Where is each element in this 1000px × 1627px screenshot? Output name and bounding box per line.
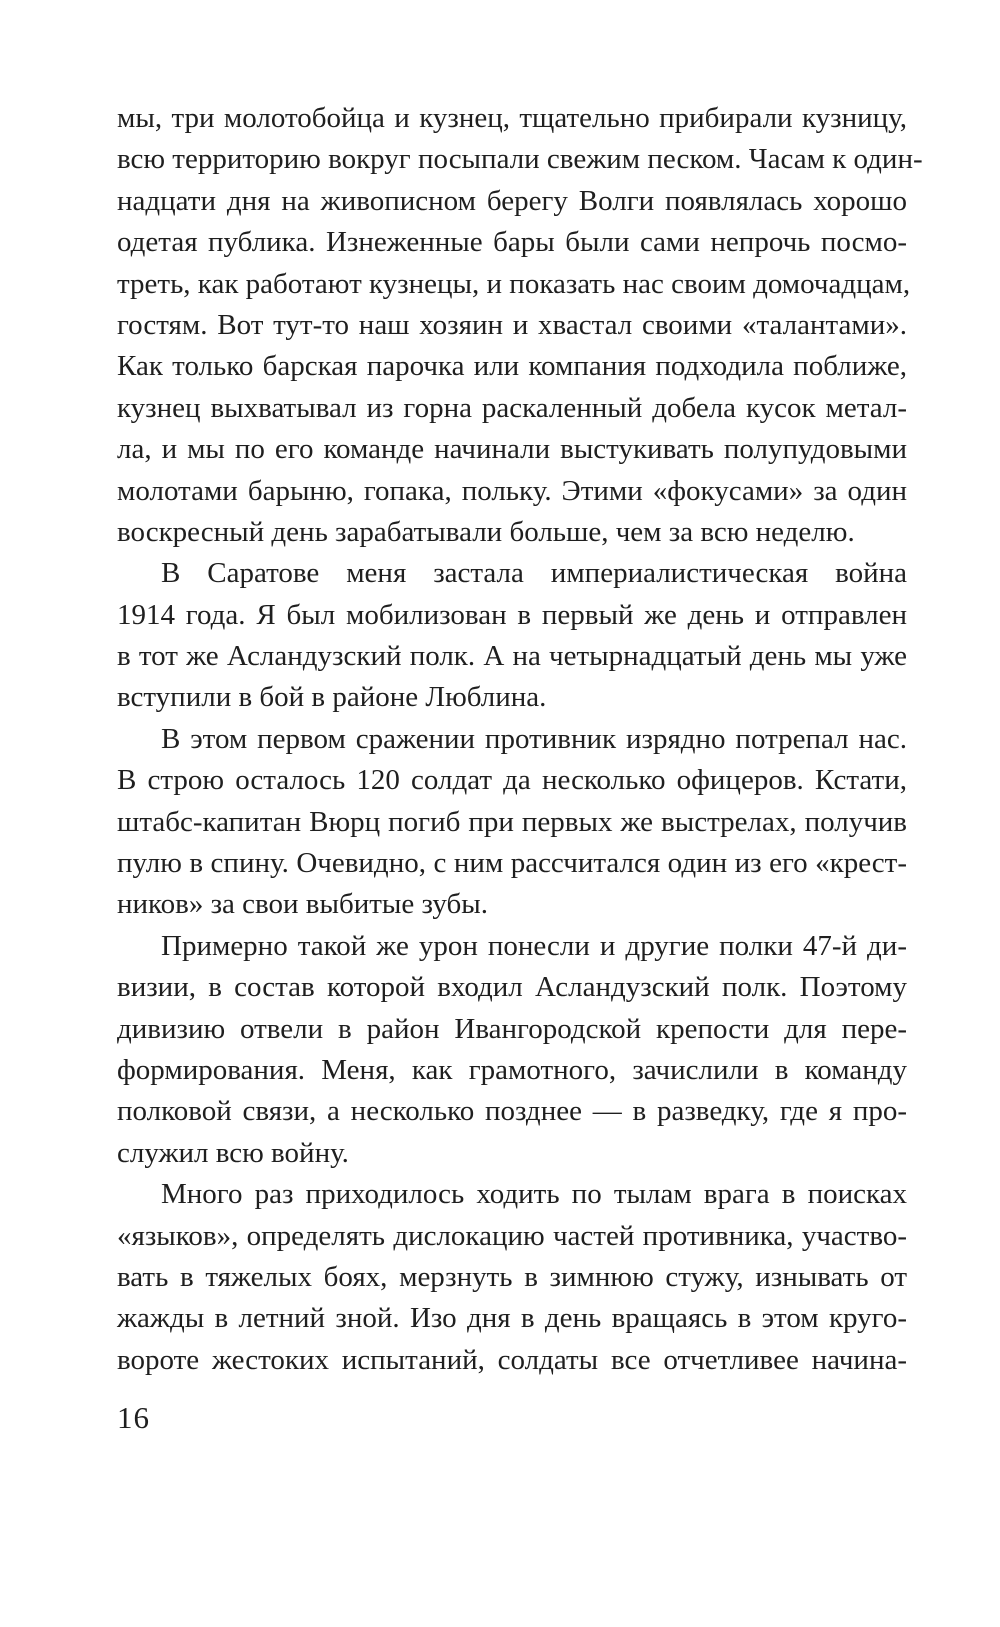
text-line: надцати дня на живописном берегу Волги появлялась хорошо <box>117 184 907 217</box>
text-line: Много раз приходилось ходить по тылам врага в поисках <box>161 1178 907 1211</box>
text-line: визии, в состав которой входил Асландузский полк. Поэтому <box>117 971 907 1004</box>
text-line: вступили в бой в районе Люблина. <box>117 681 547 714</box>
text-line: мы, три молотобойца и кузнец, тщательно прибирали кузницу, <box>117 102 907 134</box>
text-line: вать в тяжелых боях, мерзнуть в зимнюю стужу, изнывать от <box>117 1260 907 1293</box>
text-line: воскресный день зарабатывали больше, чем за всю неделю. <box>117 515 855 548</box>
text-line: «языков», определять дислокацию частей противника, участво- <box>117 1219 907 1252</box>
page-number: 16 <box>117 1400 150 1435</box>
text-line: треть, как работают кузнецы, и показать нас своим домочадцам, <box>117 267 911 300</box>
text-line: В этом первом сражении противник изрядно потрепал нас. <box>161 722 907 755</box>
text-line: штабс-капитан Вюрц погиб при первых же выстрелах, получив <box>117 805 907 838</box>
text-line: Как только барская парочка или компания подходила поближе, <box>117 350 907 383</box>
body-text <box>117 98 923 1381</box>
text-line: 1914 года. Я был мобилизован в первый же день и отправлен <box>117 598 907 631</box>
text-line: В строю осталось 120 солдат да несколько офицеров. Кстати, <box>117 764 907 797</box>
text-line: формирования. Меня, как грамотного, зачислили в команду <box>117 1053 907 1086</box>
text-line: всю территорию вокруг посыпали свежим песком. Часам к один- <box>117 143 923 176</box>
text-line: дивизию отвели в район Ивангородской крепости для пере- <box>117 1012 907 1045</box>
text-line: молотами барыню, гопака, польку. Этими «фокусами» за один <box>117 474 907 507</box>
text-line: гостям. Вот тут-то наш хозяин и хвастал своими «талантами». <box>117 308 907 341</box>
text-line: одетая публика. Изнеженные бары были сами непрочь посмо- <box>117 226 907 259</box>
text-line: ников» за свои выбитые зубы. <box>117 888 488 921</box>
text-line: в тот же Асландузский полк. А на четырнадцатый день мы уже <box>117 640 907 673</box>
text-line: полковой связи, а несколько позднее — в разведку, где я про- <box>117 1095 907 1128</box>
text-line: ла, и мы по его команде начинали выстукивать полупудовыми <box>117 433 907 466</box>
text-line: кузнец выхватывал из горна раскаленный добела кусок метал- <box>117 391 907 424</box>
text-line: Примерно такой же урон понесли и другие полки 47-й ди- <box>161 929 907 962</box>
text-line: служил всю войну. <box>117 1136 349 1169</box>
text-line: жажды в летний зной. Изо дня в день вращаясь в этом круго- <box>117 1302 907 1335</box>
text-line: В Саратове меня застала империалистическая война <box>161 557 907 590</box>
text-line: пулю в спину. Очевидно, с ним рассчитался один из его «крест- <box>117 847 907 880</box>
text-line: вороте жестоких испытаний, солдаты все отчетливее начина- <box>117 1343 907 1376</box>
